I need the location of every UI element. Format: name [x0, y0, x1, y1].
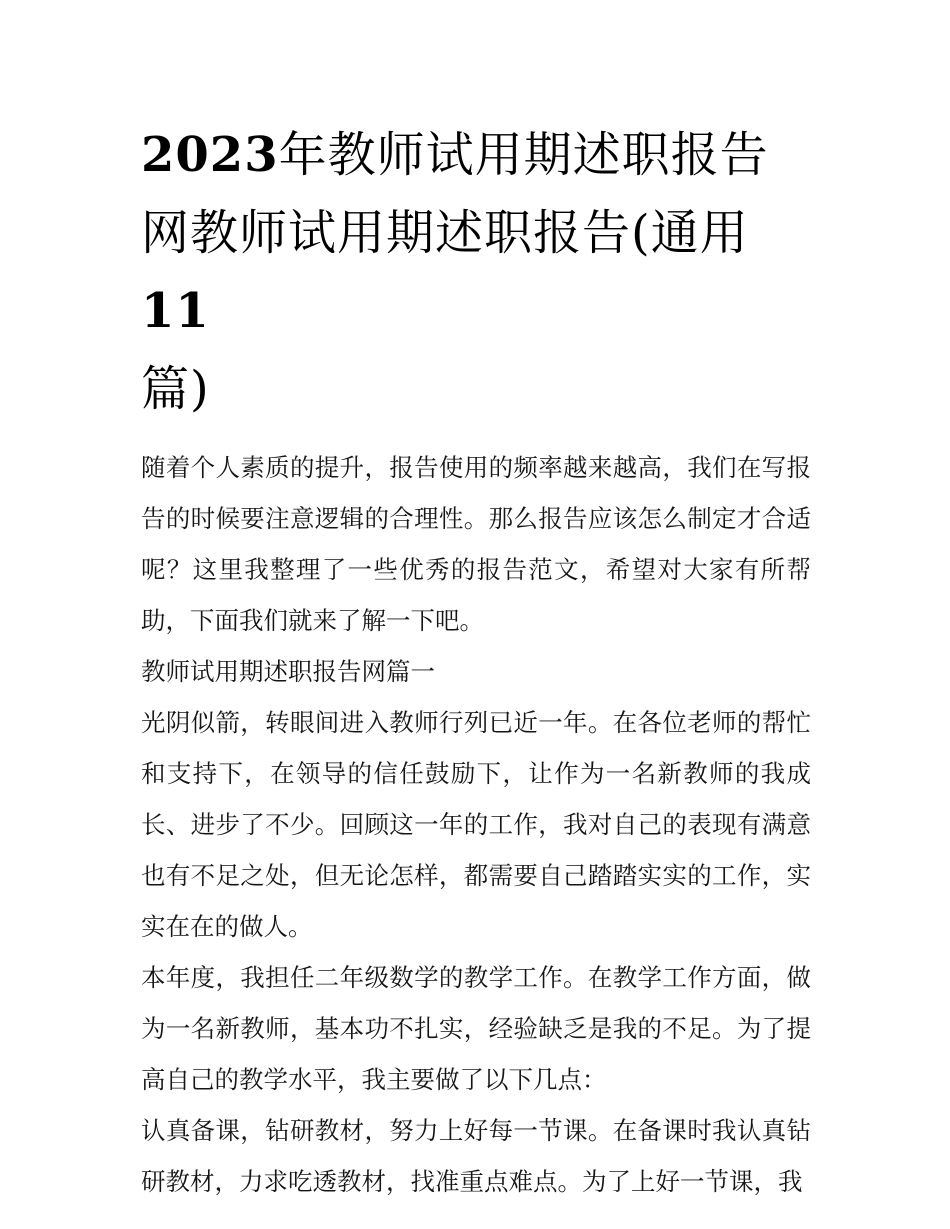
body-paragraph-1: 光阴似箭，转眼间进入教师行列已近一年。在各位老师的帮忙和支持下，在领导的信任鼓励下，让作为一名新教师的我成长、进步了不少。回顾这一年的工作，我对自己的表现有满意也有不足之处，但无论怎样，都需要自己踏踏实实的工作，实实在在的做人。: [141, 708, 811, 941]
title-count: 11: [141, 283, 210, 339]
section-heading: 教师试用期述职报告网篇一: [141, 657, 435, 686]
title-text: 年教师试用期述职报告网教师试用期述职报告(通用: [141, 127, 769, 261]
body-paragraph-3: 认真备课，钻研教材，努力上好每一节课。在备课时我认真钻研教材，力求吃透教材，找准重点难点。为了上好一节课，我: [141, 1116, 811, 1196]
body-paragraph-2: 本年度，我担任二年级数学的教学工作。在教学工作方面，做为一名新教师，基本功不扎实，经验缺乏是我的不足。为了提高自己的教学水平，我主要做了以下几点：: [141, 963, 811, 1094]
document-title: [141, 116, 811, 428]
title-year: 2023: [141, 127, 279, 183]
title-suffix: 篇): [141, 361, 210, 417]
document-body: [141, 116, 811, 1207]
intro-paragraph: 随着个人素质的提升，报告使用的频率越来越高，我们在写报告的时候要注意逻辑的合理性。那么报告应该怎么制定才合适呢？这里我整理了一些优秀的报告范文，希望对大家有所帮助，下面我们就来了解一下吧。: [141, 453, 811, 635]
